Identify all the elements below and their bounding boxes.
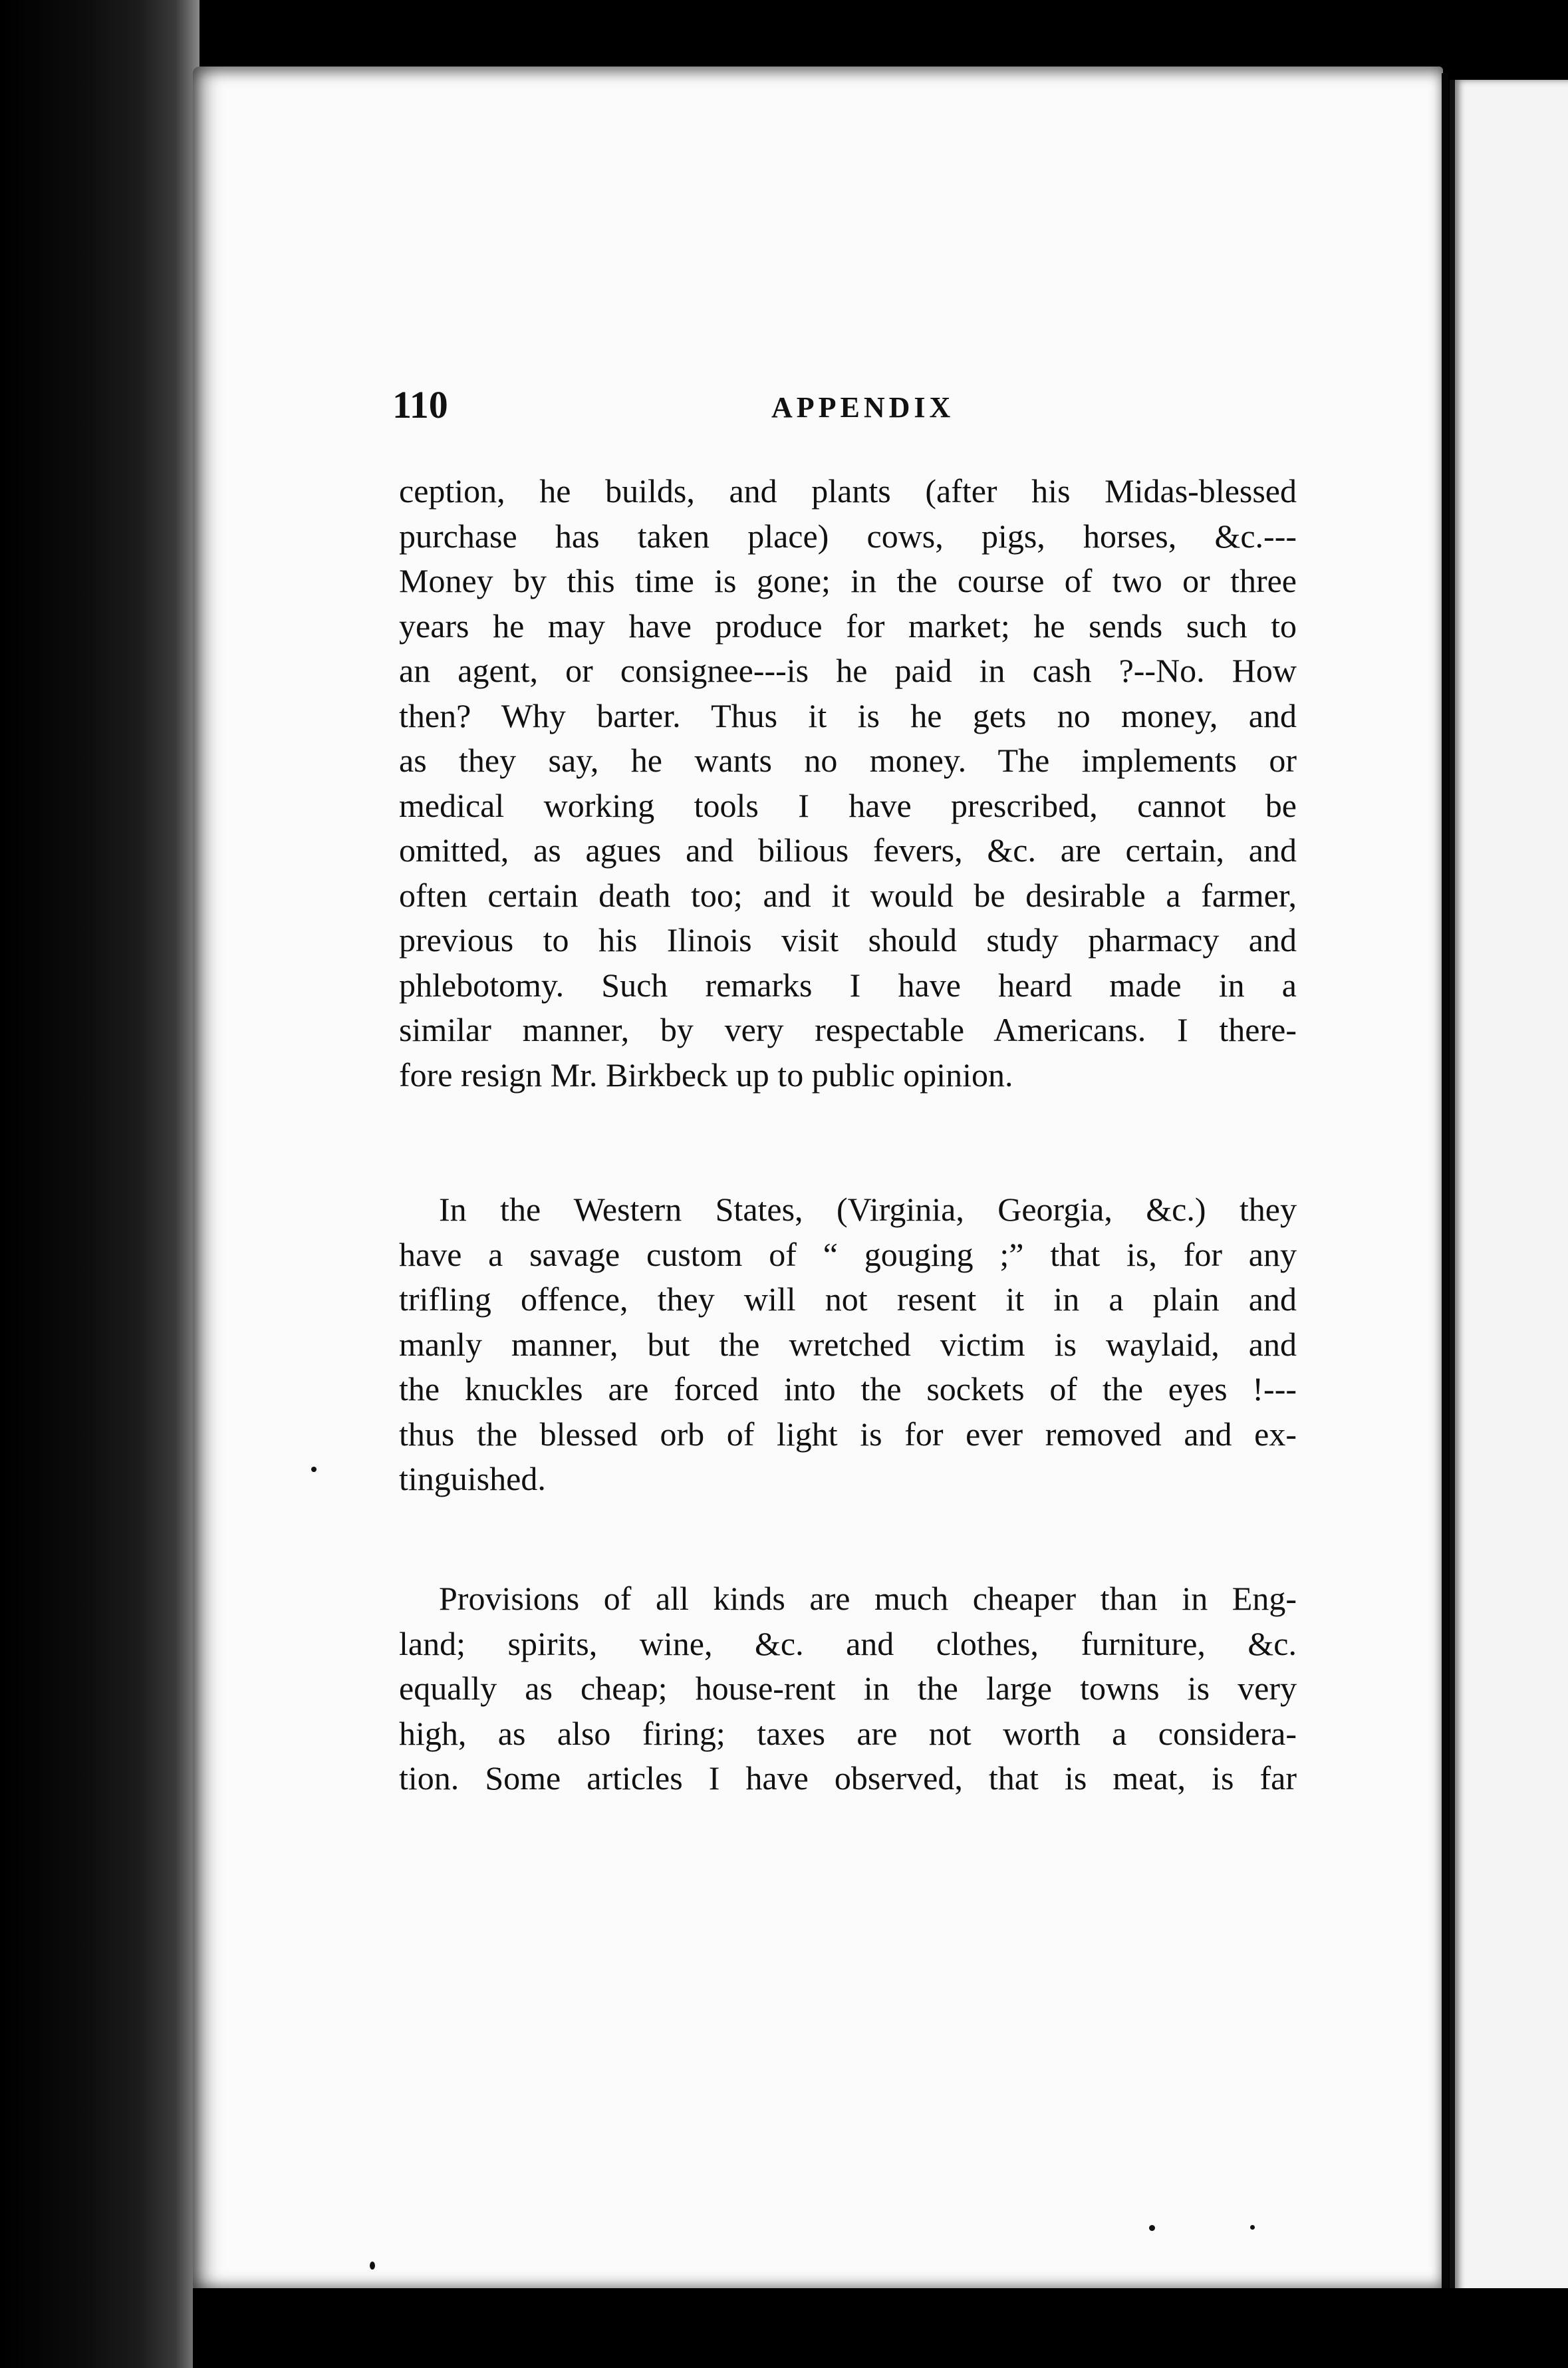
text-line: then? Why barter. Thus it is he gets no money, and: [399, 696, 1297, 734]
bottom-edge: [193, 2288, 1568, 2368]
text-line: omitted, as agues and bilious fevers, &c. are certain, and: [399, 831, 1297, 869]
text-line: similar manner, by very respectable Americans. I there-: [399, 1011, 1297, 1048]
text-line: phlebotomy. Such remarks I have heard made in a: [399, 966, 1297, 1004]
ink-speck: [370, 2262, 375, 2270]
text-line: often certain death too; and it would be desirable a farmer,: [399, 876, 1297, 914]
text-line: as they say, he wants no money. The implements or: [399, 742, 1297, 779]
text-line: fore resign Mr. Birkbeck up to public opinion.: [399, 1056, 1013, 1094]
page-number: 110: [392, 383, 448, 426]
text-line: purchase has taken place) cows, pigs, horses, &c.---: [399, 517, 1297, 555]
text-line: an agent, or consignee---is he paid in cash ?--No. How: [399, 652, 1297, 689]
paragraph-2: [399, 1187, 1297, 1502]
ink-speck: [311, 1467, 317, 1472]
text-line: thus the blessed orb of light is for ever removed and ex-: [399, 1415, 1297, 1453]
text-line: trifling offence, they will not resent it in a plain and: [399, 1280, 1297, 1318]
book-binding: [0, 0, 199, 2368]
text-line: land; spirits, wine, &c. and clothes, furniture, &c.: [399, 1624, 1297, 1662]
text-line: high, as also firing; taxes are not worth a considera-: [399, 1714, 1297, 1752]
text-line: In the Western States, (Virginia, Georgia, &c.) they: [439, 1191, 1297, 1228]
text-line: equally as cheap; house-rent in the large towns is very: [399, 1670, 1297, 1707]
text-line: years he may have produce for market; he sends such to: [399, 607, 1297, 645]
ink-speck: [1250, 2225, 1255, 2230]
paragraph-3: [399, 1576, 1297, 1801]
paragraph-1: [399, 469, 1297, 1098]
text-line: Provisions of all kinds are much cheaper than in Eng-: [439, 1580, 1297, 1617]
text-line: medical working tools I have prescribed, cannot be: [399, 786, 1297, 824]
text-line: tion. Some articles I have observed, that is meat, is far: [399, 1759, 1297, 1797]
text-line: have a savage custom of “ gouging ;” that is, for any: [399, 1235, 1297, 1273]
running-head: [392, 382, 1310, 442]
text-line: the knuckles are forced into the sockets of the eyes !---: [399, 1370, 1297, 1407]
text-line: tinguished.: [399, 1460, 546, 1497]
text-line: previous to his Ilinois visit should study pharmacy and: [399, 921, 1297, 959]
text-line: Money by this time is gone; in the course of two or three: [399, 562, 1297, 599]
section-title: APPENDIX: [771, 391, 955, 424]
ink-speck: [1149, 2225, 1155, 2231]
gutter-line: [1442, 73, 1448, 2301]
text-line: ception, he builds, and plants (after his Midas-blessed: [399, 472, 1297, 510]
text-line: manly manner, but the wretched victim is waylaid, and: [399, 1325, 1297, 1363]
next-page-edge: [1450, 80, 1568, 2295]
